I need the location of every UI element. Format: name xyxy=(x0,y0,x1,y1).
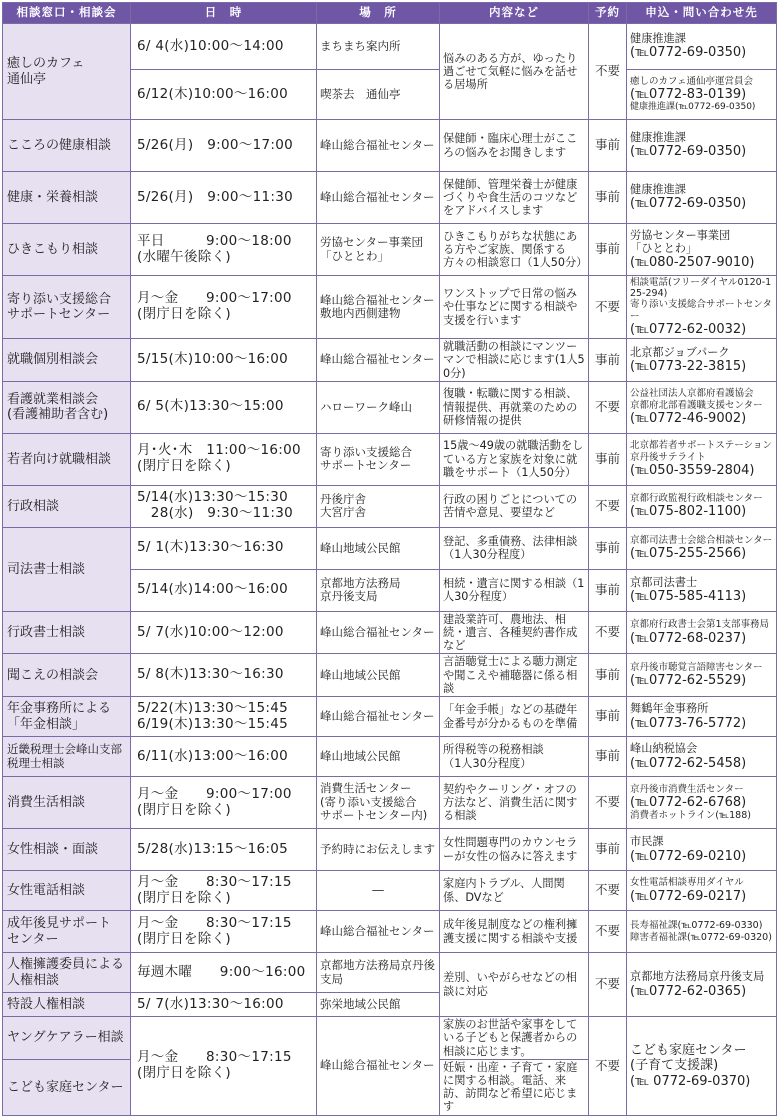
contact-cell xyxy=(627,433,777,485)
content-cell: 差別、いやがらせなどの相談に対応 xyxy=(440,953,589,1017)
contact-cell xyxy=(627,276,777,339)
place-cell: 峰山地域公民館 xyxy=(317,654,440,697)
table-row xyxy=(3,777,777,829)
contact-cell xyxy=(627,737,777,777)
table-row xyxy=(3,953,777,993)
table-row xyxy=(3,276,777,339)
datetime-cell: 5/ 8(木)13:30～16:30 xyxy=(131,654,317,697)
contact-cell xyxy=(627,953,777,1017)
datetime-cell: 月～金 9:00～17:00 (閉庁日を除く) xyxy=(131,777,317,829)
header-place: 場 所 xyxy=(317,3,440,24)
reservation-cell: 事前 xyxy=(589,224,627,276)
category-cell: こころの健康相談 xyxy=(3,120,131,172)
consultation-table xyxy=(2,2,777,1116)
place-cell: 予約時にお伝えします xyxy=(317,829,440,871)
table-row xyxy=(3,172,777,224)
reservation-cell: 事前 xyxy=(589,433,627,485)
contact-note: 相談電話(フリーダイヤル0120-125-294) xyxy=(630,277,772,300)
datetime-cell: 月～金 9:00～17:00 (閉庁日を除く) xyxy=(131,276,317,339)
table-row xyxy=(3,737,777,777)
content-cell: 悩みのある方が、ゆったり過ごせて気軽に悩みを話せる居場所 xyxy=(440,24,589,120)
content-cell: 建設業許可、農地法、相続・遺言、各種契約書作成など xyxy=(440,611,589,654)
place-cell: 京都地方法務局京丹後支局 xyxy=(317,953,440,993)
contact-name: 京都行政監視行政相談センター xyxy=(630,493,763,505)
contact-name: 舞鶴年金事務所 xyxy=(630,702,709,716)
contact-phone: (℡050-3559-2804) xyxy=(630,462,755,478)
contact-name: 公益社団法人京都府看護協会 xyxy=(630,388,754,400)
place-cell: 寄り添い支援総合 サポートセンター xyxy=(317,433,440,485)
reservation-cell: 事前 xyxy=(589,527,627,569)
table-row xyxy=(3,911,777,953)
reservation-cell: 事前 xyxy=(589,829,627,871)
datetime-cell: 5/ 1(木)13:30～16:30 xyxy=(131,527,317,569)
place-cell: 峰山総合福祉センター xyxy=(317,697,440,737)
reservation-cell: 不要 xyxy=(589,1017,627,1116)
header-reservation: 予約 xyxy=(589,3,627,24)
contact-name: 障害者福祉課(℡0772-69-0320) xyxy=(630,931,772,943)
table-row xyxy=(3,527,777,569)
datetime-cell: 5/28(水)13:15～16:05 xyxy=(131,829,317,871)
datetime-cell: 月･火･木 11:00～16:00 (閉庁日を除く) xyxy=(131,433,317,485)
place-cell: 丹後庁舎 大宮庁舎 xyxy=(317,485,440,527)
contact-phone: (℡0772-62-5458) xyxy=(630,755,747,771)
datetime-cell: 5/14(水)14:00～16:00 xyxy=(131,569,317,611)
contact-phone: (℡0773-22-3815) xyxy=(630,358,747,374)
place-cell: ハローワーク峰山 xyxy=(317,381,440,433)
contact-phone: (℡075-255-2566) xyxy=(630,546,747,562)
category-cell: 人権擁護委員による 人権相談 xyxy=(3,953,131,993)
category-cell: ひきこもり相談 xyxy=(3,224,131,276)
contact-phone: (℡0772-46-9002) xyxy=(630,410,747,426)
contact-name: 癒しのカフェ通仙亭運営員会 xyxy=(630,75,754,87)
reservation-cell: 事前 xyxy=(589,569,627,611)
contact-phone: (℡075-802-1100) xyxy=(630,504,747,520)
place-cell: 京都地方法務局 京丹後支局 xyxy=(317,569,440,611)
contact-name: 京丹後市聴覚言語障害センター xyxy=(630,662,763,674)
contact-cell xyxy=(627,911,777,953)
datetime-cell: 5/26(月) 9:00～11:30 xyxy=(131,172,317,224)
table-row xyxy=(3,611,777,654)
category-cell: 若者向け就職相談 xyxy=(3,433,131,485)
content-cell: 行政の困りごとについての苦情や意見、要望など xyxy=(440,485,589,527)
place-cell: 峰山総合福祉センター xyxy=(317,339,440,382)
reservation-cell: 不要 xyxy=(589,276,627,339)
content-cell: 女性問題専門のカウンセラーが女性の悩みに答えます xyxy=(440,829,589,871)
category-cell: 近畿税理士会峰山支部 税理士相談 xyxy=(3,737,131,777)
contact-name: 健康推進課 xyxy=(630,32,686,46)
reservation-cell: 不要 xyxy=(589,485,627,527)
contact-cell xyxy=(627,172,777,224)
category-cell: 行政書士相談 xyxy=(3,611,131,654)
table-row xyxy=(3,485,777,527)
place-cell: 峰山総合福祉センター 敷地内西側建物 xyxy=(317,276,440,339)
datetime-cell: 5/ 7(水)13:30～16:00 xyxy=(131,993,317,1017)
contact-name: 京都地方法務局京丹後支局 xyxy=(630,970,765,984)
category-cell: 成年後見サポート センター xyxy=(3,911,131,953)
reservation-cell: 事前 xyxy=(589,339,627,382)
place-cell: 峰山地域公民館 xyxy=(317,737,440,777)
contact-name: 労協センター事業団 「ひととわ」 xyxy=(630,228,731,255)
place-cell: 峰山地域公民館 xyxy=(317,527,440,569)
reservation-cell: 事前 xyxy=(589,737,627,777)
contact-phone: (℡0772-69-0210) xyxy=(630,848,747,864)
table-row xyxy=(3,697,777,737)
table-row xyxy=(3,224,777,276)
contact-cell xyxy=(627,24,777,70)
datetime-cell: 5/22(木)13:30～15:45 6/19(木)13:30～15:45 xyxy=(131,697,317,737)
contact-phone: (℡0773-76-5772) xyxy=(630,715,747,731)
contact-cell xyxy=(627,611,777,654)
reservation-cell: 不要 xyxy=(589,871,627,911)
reservation-cell: 事前 xyxy=(589,654,627,697)
datetime-cell: 6/ 5(木)13:30～15:00 xyxy=(131,381,317,433)
contact-phone: (℡0772-69-0350) xyxy=(630,45,747,61)
table-row xyxy=(3,24,777,70)
content-cell: 保健師・臨床心理士がこころの悩みをお聞きします xyxy=(440,120,589,172)
contact-name: 健康推進課 xyxy=(630,183,686,197)
reservation-cell: 不要 xyxy=(589,24,627,120)
place-cell: 労協センター事業団 「ひととわ」 xyxy=(317,224,440,276)
contact-phone: (℡0772-62-6768) xyxy=(630,794,747,810)
place-cell: まちまち案内所 xyxy=(317,24,440,70)
reservation-cell: 事前 xyxy=(589,697,627,737)
contact-cell xyxy=(627,654,777,697)
place-cell: 峰山総合福祉センター xyxy=(317,172,440,224)
table-row xyxy=(3,1017,777,1060)
content-cell: 所得税等の税務相談 （1人30分程度） xyxy=(440,737,589,777)
table-header-row xyxy=(3,3,777,24)
place-cell: 峰山総合福祉センター xyxy=(317,1017,440,1116)
category-cell: 年金事務所による 「年金相談」 xyxy=(3,697,131,737)
content-cell: 契約やクーリング・オフの方法など、消費生活に関する相談 xyxy=(440,777,589,829)
category-cell: 行政相談 xyxy=(3,485,131,527)
table-row xyxy=(3,654,777,697)
contact-note: 健康推進課(℡0772-69-0350) xyxy=(630,102,756,113)
place-cell: ― xyxy=(317,871,440,911)
contact-phone: (℡0772-62-5529) xyxy=(630,673,747,689)
contact-name: 京丹後市消費生活センター xyxy=(630,783,744,795)
contact-phone: (℡ 0772-69-0370) xyxy=(630,1073,751,1089)
datetime-cell: 5/14(水)13:30～15:30 28(水) 9:30～11:30 xyxy=(131,485,317,527)
category-cell: 癒しのカフェ 通仙亭 xyxy=(3,24,131,120)
contact-phone: (℡0772-69-0350) xyxy=(630,196,747,212)
category-cell: 女性相談・面談 xyxy=(3,829,131,871)
contact-name: 京都府行政書士会第1支部事務局 xyxy=(630,619,770,631)
content-cell: 言語聴覚士による聴力測定や聞こえや補聴器に係る相談 xyxy=(440,654,589,697)
table-row xyxy=(3,120,777,172)
contact-name: 京都司法書士会総合相談センター xyxy=(630,535,773,547)
contact-cell xyxy=(627,224,777,276)
category-cell: ヤングケアラー相談 xyxy=(3,1017,131,1060)
reservation-cell: 事前 xyxy=(589,120,627,172)
datetime-cell: 5/26(月) 9:00～17:00 xyxy=(131,120,317,172)
contact-note: 消費者ホットライン(℡188) xyxy=(630,810,751,822)
datetime-cell: 月～金 8:30～17:15 (閉庁日を除く) xyxy=(131,871,317,911)
header-category: 相談窓口・相談会 xyxy=(3,3,131,24)
category-cell: こども家庭センター xyxy=(3,1059,131,1115)
content-cell: 就職活動の相談にマンツーマンで相談に応じます(1人50分) xyxy=(440,339,589,382)
place-cell: 峰山総合福祉センター xyxy=(317,120,440,172)
contact-name: 峰山納税協会 xyxy=(630,742,698,756)
contact-phone: (℡0772-69-0350) xyxy=(630,144,747,160)
reservation-cell: 不要 xyxy=(589,911,627,953)
contact-name: 寄り添い支援総合サポートセンター xyxy=(630,299,772,322)
table-row xyxy=(3,339,777,382)
header-datetime: 日 時 xyxy=(131,3,317,24)
contact-phone: (℡0772-69-0217) xyxy=(630,888,747,904)
contact-cell xyxy=(627,871,777,911)
contact-phone: (℡075-585-4113) xyxy=(630,589,747,605)
category-cell: 就職個別相談会 xyxy=(3,339,131,382)
datetime-cell: 平日 9:00～18:00 (水曜午後除く) xyxy=(131,224,317,276)
datetime-cell: 6/ 4(水)10:00～14:00 xyxy=(131,24,317,70)
contact-phone: (℡080-2507-9010) xyxy=(630,255,755,271)
contact-cell xyxy=(627,569,777,611)
table-row xyxy=(3,871,777,911)
table-row xyxy=(3,381,777,433)
content-cell: 相続・遺言に関する相談（1人30分程度） xyxy=(440,569,589,611)
place-cell: 峰山総合福祉センター xyxy=(317,911,440,953)
contact-phone: (℡0772-83-0139) xyxy=(630,87,747,103)
table-row xyxy=(3,829,777,871)
contact-cell xyxy=(627,527,777,569)
contact-note: 京丹後サテライト xyxy=(630,451,706,463)
contact-name: 北京都ジョブパーク xyxy=(630,345,730,359)
contact-name: 京都司法書士 xyxy=(630,576,698,590)
datetime-cell: 月～金 8:30～17:15 (閉庁日を除く) xyxy=(131,1017,317,1116)
category-cell: 特設人権相談 xyxy=(3,993,131,1017)
place-cell: 消費生活センター (寄り添い支援総合 サポートセンター内) xyxy=(317,777,440,829)
content-cell: 成年後見制度などの権利擁護支援に関する相談や支援 xyxy=(440,911,589,953)
category-cell: 司法書士相談 xyxy=(3,527,131,611)
category-cell: 女性電話相談 xyxy=(3,871,131,911)
place-cell: 弥栄地域公民館 xyxy=(317,993,440,1017)
reservation-cell: 不要 xyxy=(589,953,627,1017)
content-cell: 家族のお世話や家事をしている子どもと保護者からの相談に応じます。 xyxy=(440,1017,589,1060)
contact-phone: (℡0772-62-0365) xyxy=(630,983,747,999)
reservation-cell: 不要 xyxy=(589,611,627,654)
content-cell: 15歳～49歳の就職活動をしている方と家族を対象に就職をサポート（1人50分） xyxy=(440,433,589,485)
content-cell: 復職・転職に関する相談、情報提供、再就業のための研修情報の提供 xyxy=(440,381,589,433)
datetime-cell: 月～金 8:30～17:15 (閉庁日を除く) xyxy=(131,911,317,953)
reservation-cell: 不要 xyxy=(589,381,627,433)
category-cell: 消費生活相談 xyxy=(3,777,131,829)
datetime-cell: 毎週木曜 9:00～16:00 xyxy=(131,953,317,993)
contact-cell xyxy=(627,777,777,829)
reservation-cell: 事前 xyxy=(589,172,627,224)
category-cell: 看護就業相談会 (看護補助者含む) xyxy=(3,381,131,433)
datetime-cell: 6/12(木)10:00～16:00 xyxy=(131,70,317,120)
contact-subname: (子育て支援課) xyxy=(630,1058,719,1074)
contact-cell xyxy=(627,829,777,871)
category-cell: 健康・栄養相談 xyxy=(3,172,131,224)
place-cell: 喫茶去 通仙亭 xyxy=(317,70,440,120)
contact-phone: (℡0772-68-0237) xyxy=(630,630,747,646)
content-cell: 保健師、管理栄養士が健康づくりや食生活のコツなどをアドバイスします xyxy=(440,172,589,224)
header-content: 内容など xyxy=(440,3,589,24)
contact-cell xyxy=(627,339,777,382)
contact-name: 市民課 xyxy=(630,835,664,849)
category-cell: 寄り添い支援総合 サポートセンター xyxy=(3,276,131,339)
content-cell: 家庭内トラブル、人間関係、DVなど xyxy=(440,871,589,911)
contact-name: 女性電話相談専用ダイヤル xyxy=(630,877,744,889)
reservation-cell: 不要 xyxy=(589,777,627,829)
table-row xyxy=(3,433,777,485)
contact-name: こども家庭センター xyxy=(630,1042,747,1058)
datetime-cell: 5/15(木)10:00～16:00 xyxy=(131,339,317,382)
contact-name: 北京都若者サポートステーション xyxy=(630,440,772,452)
contact-cell xyxy=(627,381,777,433)
category-cell: 聞こえの相談会 xyxy=(3,654,131,697)
content-cell: 登記、多重債務、法律相談（1人30分程度） xyxy=(440,527,589,569)
contact-cell xyxy=(627,485,777,527)
contact-name: 長寿福祉課(℡0772-69-0330) xyxy=(630,920,763,932)
datetime-cell: 6/11(水)13:00～16:00 xyxy=(131,737,317,777)
content-cell: ひきこもりがちな状態にある方やご家族、関係する方々の相談窓口（1人50分） xyxy=(440,224,589,276)
contact-phone: (℡0772-62-0032) xyxy=(630,321,747,337)
content-cell: ワンストップで日常の悩みや仕事などに関する相談や支援を行います xyxy=(440,276,589,339)
content-cell: 妊娠・出産・子育て・家庭に関する相談。電話、来訪、訪問など希望に応じます xyxy=(440,1059,589,1115)
contact-cell xyxy=(627,1017,777,1116)
contact-cell xyxy=(627,70,777,120)
contact-cell xyxy=(627,697,777,737)
content-cell: 「年金手帳」などの基礎年金番号が分かるものを準備 xyxy=(440,697,589,737)
place-cell: 峰山総合福祉センター xyxy=(317,611,440,654)
contact-note: 京都府北部看護職支援センター xyxy=(630,399,763,411)
header-contact: 申込・問い合わせ先 xyxy=(627,3,777,24)
contact-cell xyxy=(627,120,777,172)
contact-name: 健康推進課 xyxy=(630,131,686,145)
datetime-cell: 5/ 7(水)10:00～12:00 xyxy=(131,611,317,654)
